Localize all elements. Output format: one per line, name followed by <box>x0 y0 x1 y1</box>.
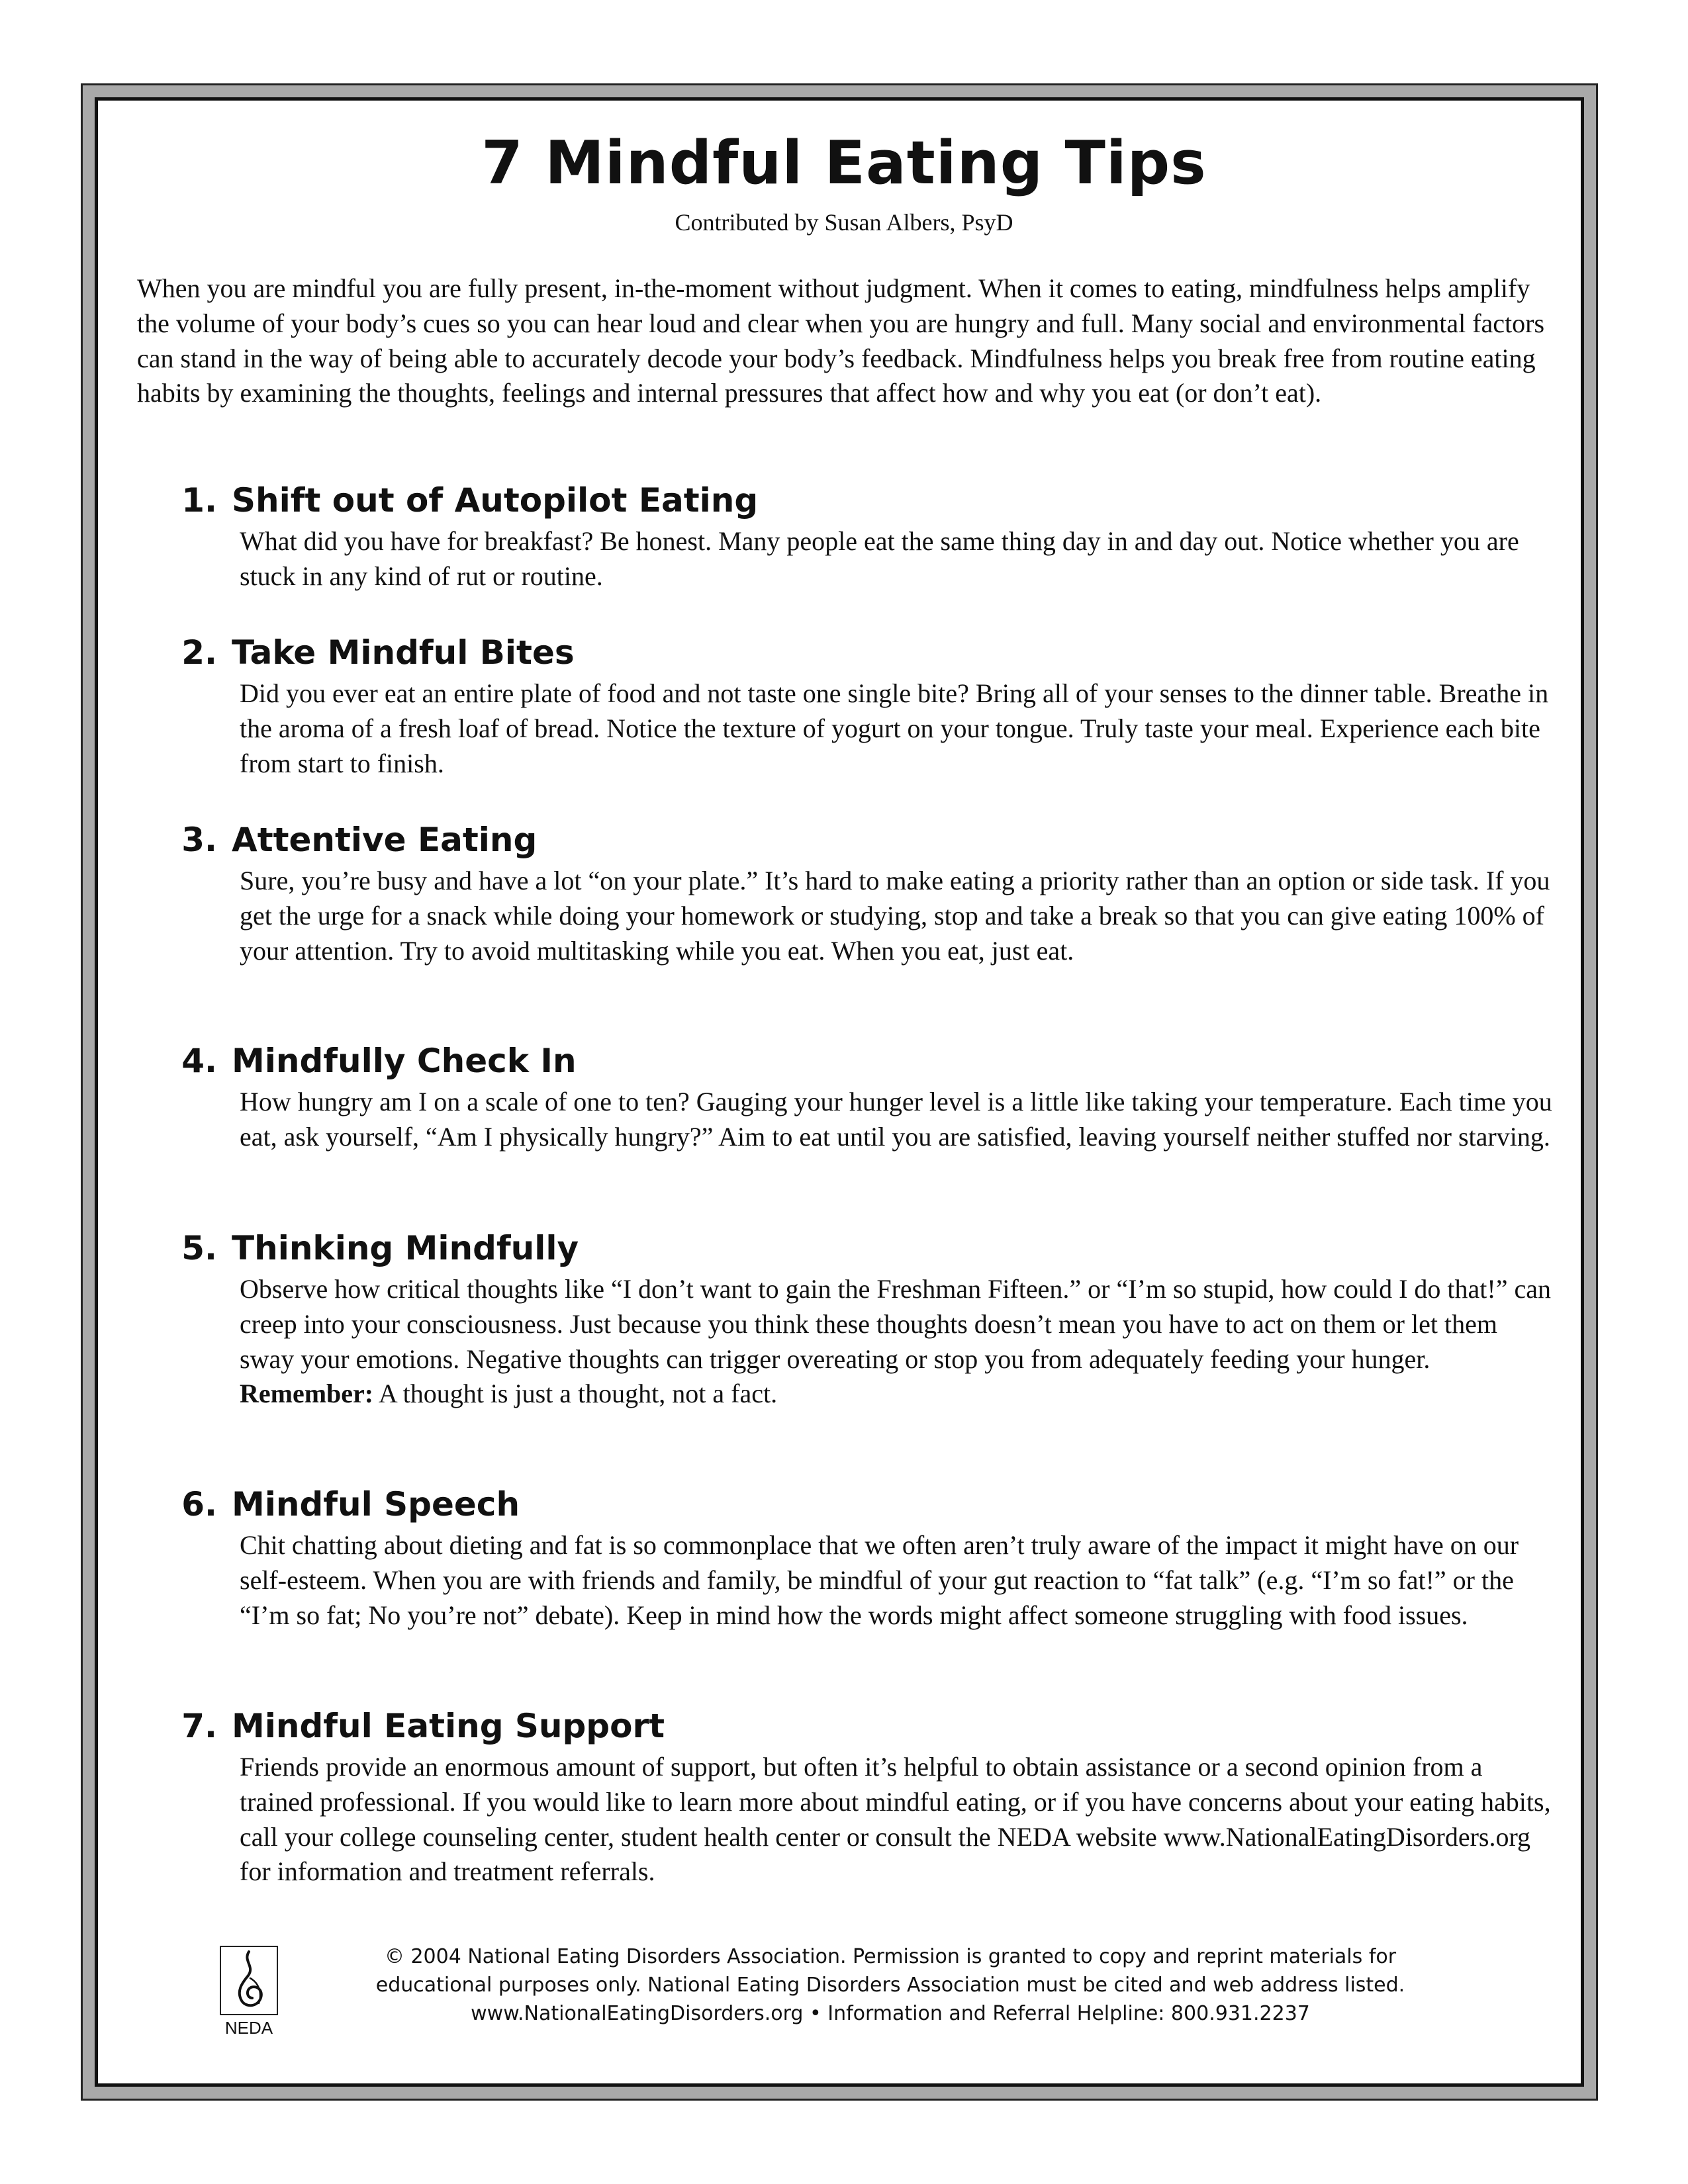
tip-number: 1. <box>181 481 217 520</box>
tip-title: Take Mindful Bites <box>232 633 575 672</box>
tip-number: 3. <box>181 821 217 859</box>
tip-number: 2. <box>181 633 217 672</box>
tip-body: Did you ever eat an entire plate of food and not taste one single bite? Bring all of your senses to the dinner table. Breathe in the aroma of a fresh loaf of bread. Notice the texture of yogurt on your tongue. Truly taste your meal. Experience each bite from start to finish. <box>240 678 1549 778</box>
tip-heading <box>165 1037 1556 1085</box>
tip-item-1 <box>165 477 1556 594</box>
tip-item-3 <box>165 816 1556 968</box>
neda-logo-icon <box>219 1945 279 2038</box>
tip-number: 7. <box>181 1707 217 1745</box>
footer <box>209 1942 1473 2042</box>
tip-number: 4. <box>181 1042 217 1080</box>
tip-title: Mindful Speech <box>232 1485 520 1524</box>
contact-line: www.NationalEatingDisorders.org • Information and Referral Helpline: 800.931.2237 <box>471 2002 1310 2025</box>
tip-item-4 <box>165 1037 1556 1155</box>
tip-item-6 <box>165 1480 1556 1633</box>
tip-item-7 <box>165 1702 1556 1889</box>
tip-title: Mindfully Check In <box>232 1042 577 1080</box>
tip-body: What did you have for breakfast? Be honest. Many people eat the same thing day in and day out. Notice whether you are stuck in any kind of rut or routine. <box>240 526 1519 591</box>
page-title: 7 Mindful Eating Tips <box>481 128 1207 198</box>
tip-title: Thinking Mindfully <box>232 1229 579 1267</box>
tip-number: 5. <box>181 1229 217 1267</box>
tip-number: 6. <box>181 1485 217 1524</box>
tip-body: How hungry am I on a scale of one to ten? Gauging your hunger level is a little like taking your temperature. Each time you eat, ask yourself, “Am I physically hungry?” Aim to eat until you are satisfied, leaving yourself neither stuffed nor starving. <box>240 1087 1552 1152</box>
tip-body: Observe how critical thoughts like “I don’t want to gain the Freshman Fifteen.” or “I’m so stupid, how could I do that!” can creep into your consciousness. Just because you think these thoughts doesn’t mean you have to act on them or let them sway your emotions. Negative thoughts can trigger overeating or stop you from adequately feeding your hunger. <box>240 1274 1551 1374</box>
remember-text: A thought is just a thought, not a fact. <box>373 1379 778 1409</box>
footer-notice <box>308 1942 1473 2028</box>
tip-body: Sure, you’re busy and have a lot “on your plate.” It’s hard to make eating a priority rather than an option or side task. If you get the urge for a snack while doing your homework or studying, stop and take a break so that you can give eating 100% of your attention. Try to avoid multitasking while you eat. When you eat, just eat. <box>240 866 1550 966</box>
tip-body: Chit chatting about dieting and fat is so commonplace that we often aren’t truly aware of the impact it might have on our self-esteem. When you are with friends and family, be mindful of your gut reaction to “fat talk” (e.g. “I’m so fat!” or the “I’m so fat; No you’re not” debate). Keep in mind how the words might affect someone struggling with food issues. <box>240 1530 1519 1630</box>
tip-heading <box>165 629 1556 676</box>
tip-heading <box>165 477 1556 524</box>
intro-paragraph: When you are mindful you are fully present, in-the-moment without judgment. When it comes to eating, mindfulness helps amplify the volume of your body’s cues so you can hear loud and clear when you are hungry and full. Many social and environmental factors can stand in the way of being able to accurately decode your body’s feedback. Mindfulness helps you break free from routine eating habits by examining the thoughts, feelings and internal pressures that affect how and why you eat (or don’t eat). <box>137 273 1545 408</box>
tip-item-2 <box>165 629 1556 781</box>
copyright-line: © 2004 National Eating Disorders Association. Permission is granted to copy and reprint materials for <box>384 1945 1397 1968</box>
byline: Contributed by Susan Albers, PsyD <box>675 209 1013 236</box>
tip-remember-note <box>165 1377 1556 1412</box>
neda-logo-text: NEDA <box>224 2018 273 2038</box>
tip-item-5 <box>165 1224 1556 1412</box>
tip-heading <box>165 1224 1556 1272</box>
remember-label: Remember: <box>240 1379 374 1409</box>
tip-title: Attentive Eating <box>232 821 538 859</box>
tip-title: Mindful Eating Support <box>232 1707 665 1745</box>
tip-heading <box>165 1480 1556 1528</box>
tip-title: Shift out of Autopilot Eating <box>232 481 759 520</box>
citation-line: educational purposes only. National Eating Disorders Association must be cited and web address listed. <box>375 1974 1405 1997</box>
tip-heading <box>165 1702 1556 1750</box>
tip-body: Friends provide an enormous amount of support, but often it’s helpful to obtain assistance or a second opinion from a trained professional. If you would like to learn more about mindful eating, or if you have concerns about your eating habits, call your college counseling center, student health center or consult the NEDA website www.NationalEatingDisorders.org for information and treatment referrals. <box>240 1752 1551 1887</box>
tip-heading <box>165 816 1556 864</box>
